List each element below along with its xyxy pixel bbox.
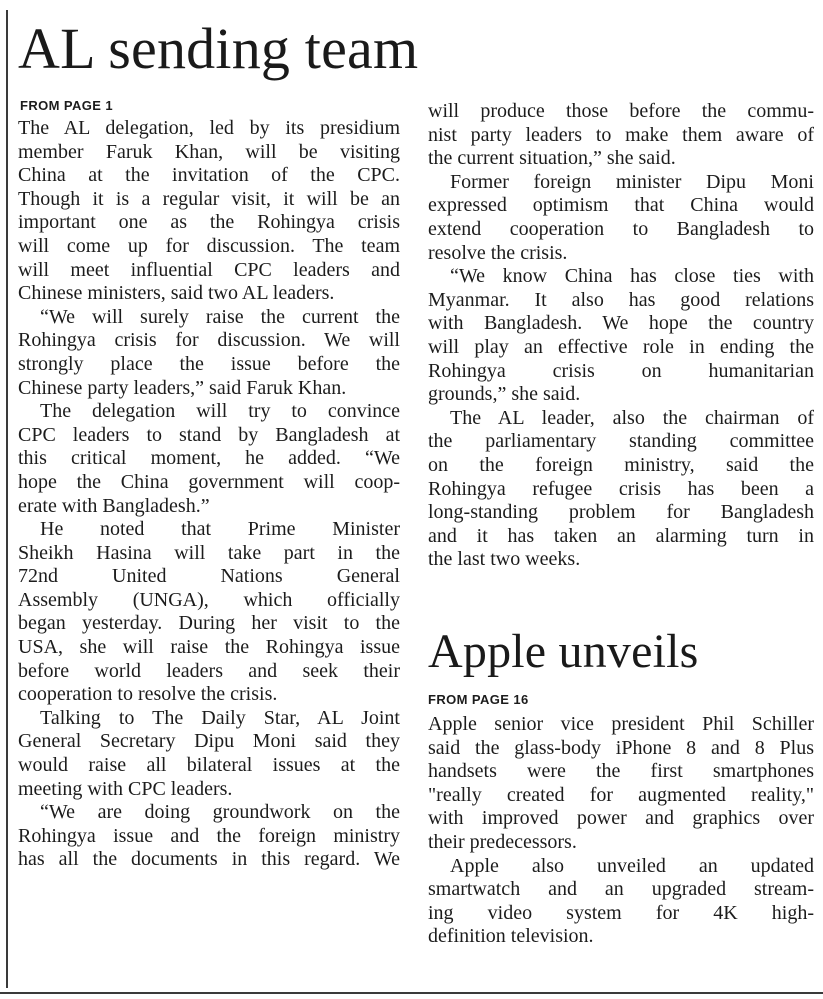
text-line: will come up for discussion. The team	[18, 234, 400, 257]
text-line: CPC leaders to stand by Bangladesh at	[18, 423, 400, 446]
text-line: China at the invitation of the CPC.	[18, 164, 400, 187]
text-line: before world leaders and seek their	[18, 659, 400, 682]
text-line: has all the documents in this regard. We	[18, 848, 400, 871]
text-line: Rohingya crisis on humanitarian	[428, 359, 814, 382]
text-line: Rohingya refugee crisis has been a	[428, 477, 814, 500]
text-line: expressed optimism that China would	[428, 194, 814, 217]
article-apple-body	[428, 713, 814, 949]
text-line: will play an effective role in ending the	[428, 335, 814, 358]
text-line: handsets were the first smartphones	[428, 760, 814, 783]
text-line: this critical moment, he added. “We	[18, 447, 400, 470]
text-line: nist party leaders to make them aware of	[428, 123, 814, 146]
text-line: said the glass-body iPhone 8 and 8 Plus	[428, 736, 814, 759]
text-line: Rohingya crisis for discussion. We will	[18, 329, 400, 352]
text-line: with improved power and graphics over	[428, 807, 814, 830]
text-line: Apple senior vice president Phil Schiller	[428, 713, 814, 735]
text-line: "really created for augmented reality,"	[428, 783, 814, 806]
text-line: their predecessors.	[428, 830, 577, 853]
text-line: Assembly (UNGA), which officially	[18, 588, 400, 611]
text-line: hope the China government will coop-	[18, 470, 400, 493]
text-line: important one as the Rohingya crisis	[18, 211, 400, 234]
text-line: resolve the crisis.	[428, 241, 568, 264]
text-line: began yesterday. During her visit to the	[18, 612, 400, 635]
text-line: Sheikh Hasina will take part in the	[18, 541, 400, 564]
text-line: smartwatch and an upgraded stream-	[428, 878, 814, 901]
text-line: and it has taken an alarming turn in	[428, 524, 814, 547]
headline-apple-unveils: Apple unveils	[428, 625, 699, 678]
text-line: cooperation to resolve the crisis.	[18, 683, 278, 706]
text-line: the current situation,” she said.	[428, 147, 676, 170]
text-line: 72nd United Nations General	[18, 565, 400, 588]
text-line: with Bangladesh. We hope the country	[428, 312, 814, 335]
text-line: Myanmar. It also has good relations	[428, 288, 814, 311]
text-line: Apple also unveiled an updated	[450, 854, 814, 877]
article-al-column-1	[18, 117, 400, 872]
text-line: long-standing problem for Bangladesh	[428, 501, 814, 524]
text-line: The AL delegation, led by its presidium	[18, 117, 400, 139]
text-line: the last two weeks.	[428, 548, 581, 571]
text-line: meeting with CPC leaders.	[18, 777, 233, 800]
text-line: “We know China has close ties with	[450, 265, 814, 288]
text-line: “We are doing groundwork on the	[40, 801, 400, 824]
text-line: Though it is a regular visit, it will be an	[18, 187, 400, 210]
text-line: General Secretary Dipu Moni said they	[18, 730, 400, 753]
text-line: The AL leader, also the chairman of	[450, 406, 814, 429]
text-line: Chinese ministers, said two AL leaders.	[18, 282, 335, 305]
text-line: on the foreign ministry, said the	[428, 453, 814, 476]
text-line: Former foreign minister Dipu Moni	[450, 170, 814, 193]
text-line: “We will surely raise the current the	[40, 305, 400, 328]
text-line: Rohingya issue and the foreign ministry	[18, 824, 400, 847]
text-line: Chinese party leaders,” said Faruk Khan.	[18, 376, 347, 399]
text-line: definition television.	[428, 925, 594, 948]
text-line: He noted that Prime Minister	[40, 518, 400, 541]
left-column-rule	[6, 10, 8, 988]
text-line: USA, she will raise the Rohingya issue	[18, 636, 400, 659]
text-line: member Faruk Khan, will be visiting	[18, 140, 400, 163]
jump-label-from-page-16: FROM PAGE 16	[428, 692, 529, 707]
text-line: will produce those before the commu-	[428, 100, 814, 122]
headline-al-sending-team: AL sending team	[18, 16, 419, 81]
text-line: strongly place the issue before the	[18, 352, 400, 375]
jump-label-from-page-1: FROM PAGE 1	[20, 98, 114, 113]
text-line: will meet influential CPC leaders and	[18, 258, 400, 281]
text-line: erate with Bangladesh.”	[18, 494, 210, 517]
bottom-rule	[0, 992, 823, 994]
text-line: grounds,” she said.	[428, 383, 581, 406]
text-line: the parliamentary standing committee	[428, 430, 814, 453]
article-al-column-2	[428, 100, 814, 572]
text-line: Talking to The Daily Star, AL Joint	[40, 706, 400, 729]
text-line: extend cooperation to Bangladesh to	[428, 217, 814, 240]
text-line: ing video system for 4K high-	[428, 901, 814, 924]
text-line: would raise all bilateral issues at the	[18, 754, 400, 777]
text-line: The delegation will try to convince	[40, 400, 400, 423]
